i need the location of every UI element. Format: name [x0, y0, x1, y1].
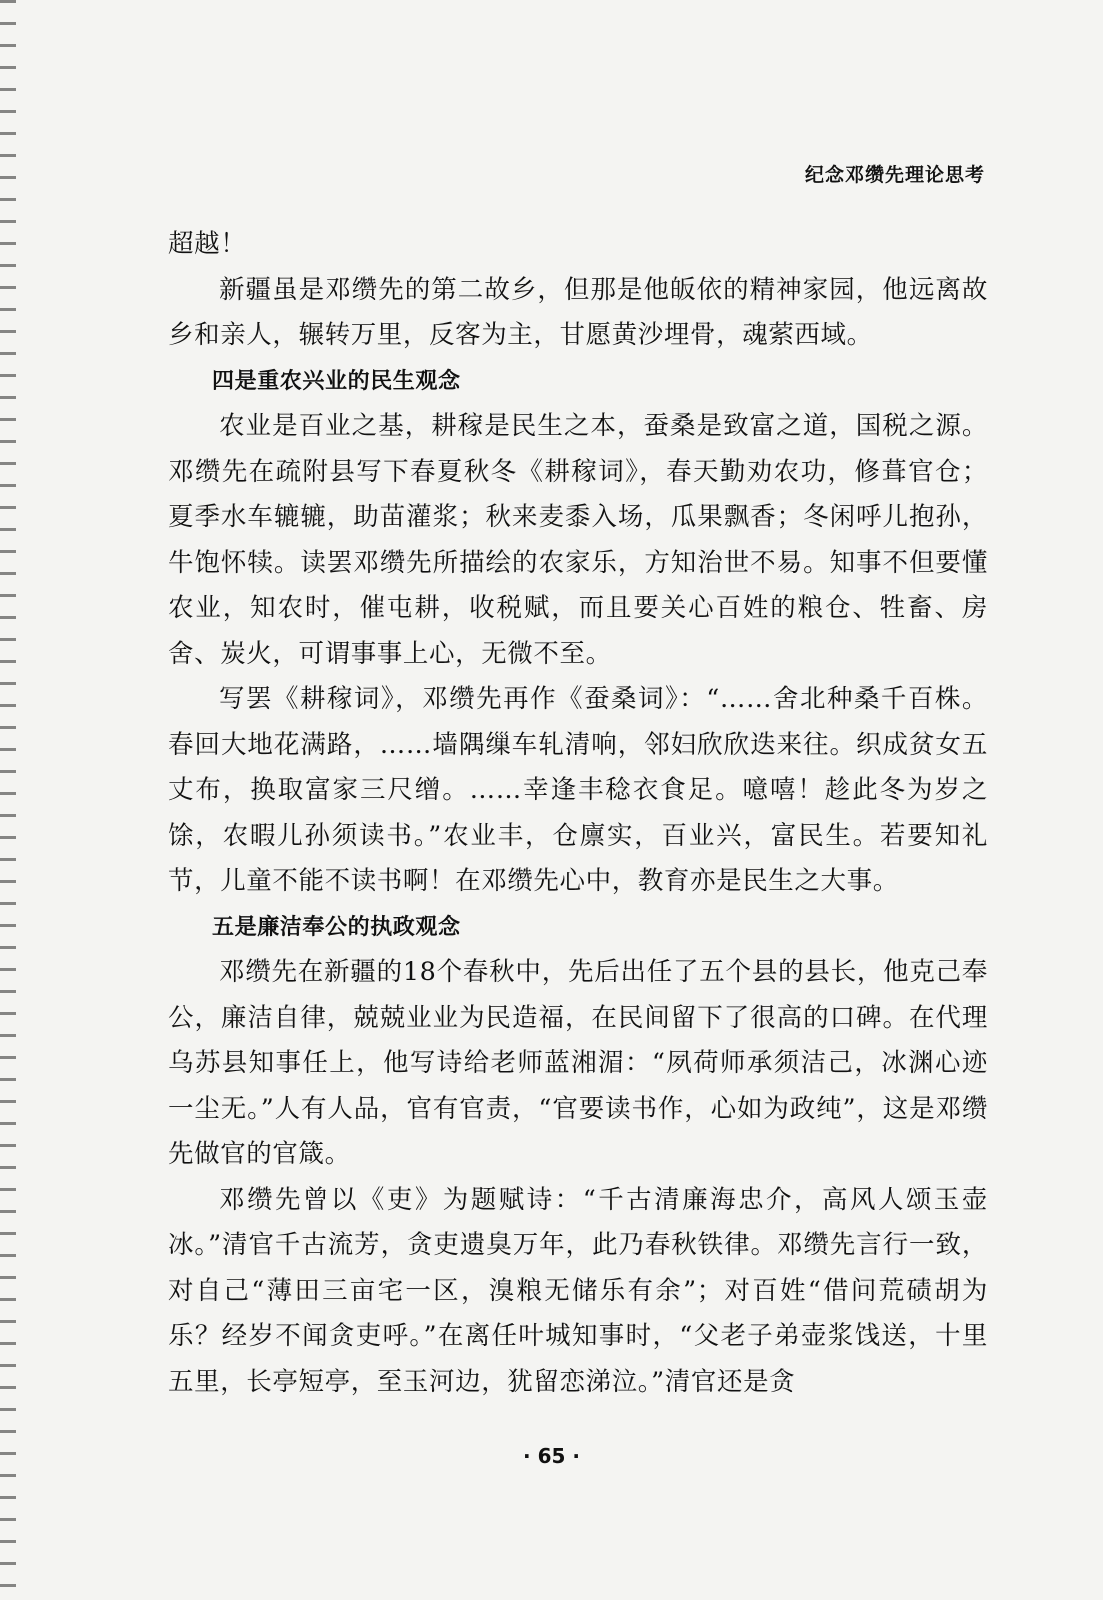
page-number: · 65 ·: [523, 1444, 580, 1468]
section-heading: 四是重农兴业的民生观念: [212, 368, 461, 394]
paragraph: 邓缵先在新疆的18个春秋中，先后出任了五个县的县长，他克己奉公，廉洁自律，兢兢业业为民造福，在民间留下了很高的口碑。在代理乌苏县知事任上，他写诗给老师蓝湘湄：“夙荷师承须洁己，冰渊心迹一尘无。”人有人品，官有官责，“官要读书作，心如为政纯”，这是邓缵先做官的官箴。: [168, 957, 988, 1169]
section-heading: 五是廉洁奉公的执政观念: [212, 914, 461, 940]
paragraph: 超越！: [168, 229, 247, 259]
paragraph: 新疆虽是邓缵先的第二故乡，但那是他皈依的精神家园，他远离故乡和亲人，辗转万里，反客为主，甘愿黄沙埋骨，魂萦西域。: [168, 274, 988, 350]
paragraph: 写罢《耕稼词》，邓缵先再作《蚕桑词》：“……舍北种桑千百株。春回大地花满路，……墙隅缫车轧清响，邻妇欣欣迭来往。织成贫女五丈布，换取富家三尺缯。……幸逢丰稔衣食足。噫嘻！趁此冬为岁之馀，农暇儿孙须读书。”农业丰，仓廪实，百业兴，富民生。若要知礼节，儿童不能不读书啊！在邓缵先心中，教育亦是民生之大事。: [168, 684, 988, 896]
body-text: [168, 222, 988, 1405]
running-head: 纪念邓缵先理论思考: [804, 164, 985, 186]
paragraph: 邓缵先曾以《吏》为题赋诗：“千古清廉海忠介，高风人颂玉壶冰。”清官千古流芳，贪吏遗臭万年，此乃春秋铁律。邓缵先言行一致，对自己“薄田三亩宅一区，溴粮无储乐有余”；对百姓“借问荒碛胡为乐？经岁不闻贪吏呼。”在离任叶城知事时，“父老子弟壶浆饯送，十里五里，长亭短亭，至玉河边，犹留恋涕泣。”清官还是贪: [168, 1184, 988, 1397]
binding-edge: [0, 0, 16, 1600]
paragraph: 农业是百业之基，耕稼是民生之本，蚕桑是致富之道，国税之源。邓缵先在疏附县写下春夏秋冬《耕稼词》，春天勤劝农功，修葺官仓；夏季水车辘辘，助苗灌浆；秋来麦黍入场，瓜果飘香；冬闲呼儿抱孙，牛饱怀犊。读罢邓缵先所描绘的农家乐，方知治世不易。知事不但要懂农业，知农时，催屯耕，收税赋，而且要关心百姓的粮仓、牲畜、房舍、炭火，可谓事事上心，无微不至。: [168, 411, 988, 669]
